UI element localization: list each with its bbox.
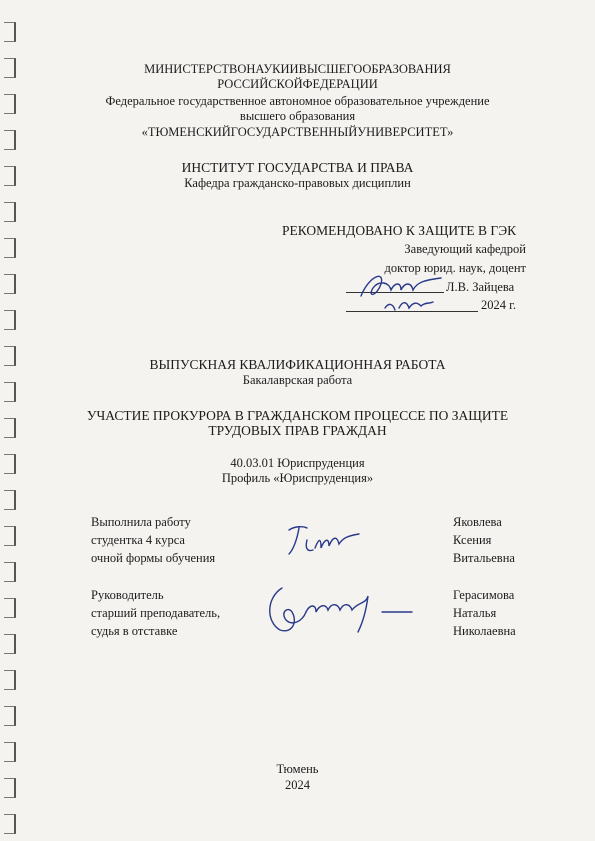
approval-position: Заведующий кафедрой [404, 242, 526, 256]
city: Тюмень [276, 762, 319, 776]
author-role-line-2: студентка 4 курса [91, 533, 185, 547]
approval-title: РЕКОМЕНДОВАНО К ЗАЩИТЕ В ГЭК [282, 223, 517, 238]
supervisor-patronymic: Николаевна [453, 624, 516, 638]
year: 2024 [285, 778, 310, 792]
department-name: Кафедра гражданско-правовых дисциплин [184, 176, 411, 190]
specialty-profile: Профиль «Юриспруденция» [221, 471, 374, 485]
approval-name: Л.В. Зайцева [446, 280, 515, 294]
supervisor-surname: Герасимова [453, 588, 515, 602]
ministry-line-2: РОССИЙСКОЙФЕДЕРАЦИИ [217, 77, 378, 91]
author-signature-icon [285, 522, 365, 562]
work-type: ВЫПУСКНАЯ КВАЛИФИКАЦИОННАЯ РАБОТА [149, 357, 446, 372]
ministry-line-1: МИНИСТЕРСТВОНАУКИИВЫСШЕГООБРАЗОВАНИЯ [144, 62, 451, 76]
author-surname: Яковлева [453, 515, 502, 529]
university-name: «ТЮМЕНСКИЙГОСУДАРСТВЕННЫЙУНИВЕРСИТЕТ» [141, 125, 454, 139]
supervisor-role-line-1: Руководитель [91, 588, 164, 602]
work-subtype: Бакалаврская работа [242, 373, 353, 387]
work-title-line-1: УЧАСТИЕ ПРОКУРОРА В ГРАЖДАНСКОМ ПРОЦЕССЕ ПО ЗАЩИТЕ [86, 408, 509, 423]
institution-line-1: Федеральное государственное автономное образовательное учреждение [105, 94, 490, 108]
institute-name: ИНСТИТУТ ГОСУДАРСТВА И ПРАВА [181, 160, 414, 175]
institution-line-2: высшего образования [239, 109, 356, 123]
author-patronymic: Витальевна [453, 551, 515, 565]
supervisor-role-line-3: судья в отставке [91, 624, 178, 638]
work-title-line-2: ТРУДОВЫХ ПРАВ ГРАЖДАН [208, 423, 387, 438]
supervisor-signature-icon [262, 582, 422, 638]
approval-signature-icon [355, 268, 450, 318]
author-role-line-1: Выполнила работу [91, 515, 191, 529]
supervisor-role-line-2: старший преподаватель, [91, 606, 221, 620]
author-first-name: Ксения [453, 533, 492, 547]
approval-year: 2024 г. [481, 298, 516, 312]
specialty-code: 40.03.01 Юриспруденция [230, 456, 365, 470]
approval-degree: доктор юрид. наук, доцент [384, 261, 526, 275]
author-role-line-3: очной формы обучения [91, 551, 216, 565]
supervisor-first-name: Наталья [453, 606, 497, 620]
